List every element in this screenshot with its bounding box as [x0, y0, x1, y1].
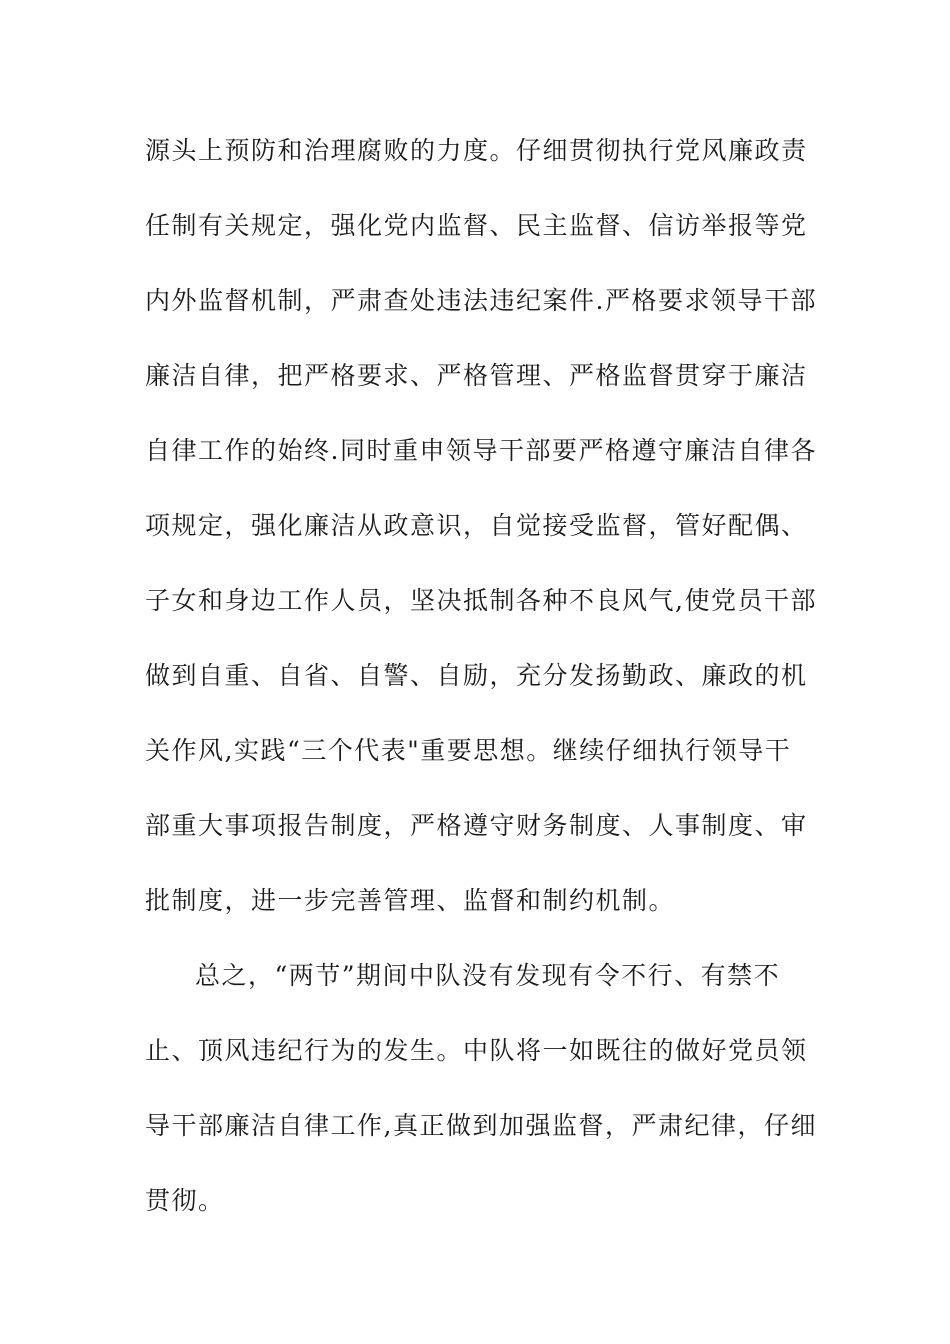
- body-text: [145, 126, 817, 1251]
- text-line-6: 项规定，强化廉洁从政意识，自觉接受监督，管好配偶、: [145, 511, 808, 540]
- text-line-10: 部重大事项报告制度，严格遵守财务制度、人事制度、审: [145, 811, 808, 840]
- text-line-12: 总之，“两节”期间中队没有发现有令不行、有禁不: [195, 961, 781, 990]
- text-line-5: 自律工作的始终.同时重申领导干部要严格遵守廉洁自律各: [145, 436, 817, 465]
- text-line-15: 贯彻。: [145, 1186, 225, 1215]
- text-line-3: 内外监督机制，严肃查处违法违纪案件.严格要求领导干部: [145, 286, 817, 315]
- text-line-2: 任制有关规定，强化党内监督、民主监督、信访举报等党: [145, 211, 808, 240]
- text-line-14: 导干部廉洁自律工作,真正做到加强监督，严肃纪律，仔细: [145, 1111, 817, 1140]
- text-line-11: 批制度，进一步完善管理、监督和制约机制。: [145, 886, 676, 915]
- text-line-8: 做到自重、自省、自警、自励，充分发扬勤政、廉政的机: [145, 661, 808, 690]
- text-line-4: 廉洁自律，把严格要求、严格管理、严格监督贯穿于廉洁: [145, 361, 808, 390]
- text-line-7: 子女和身边工作人员，坚决抵制各种不良风气,使党员干部: [145, 586, 817, 615]
- text-line-13: 止、顶风违纪行为的发生。中队将一如既往的做好党员领: [145, 1036, 808, 1065]
- text-line-1: 源头上预防和治理腐败的力度。仔细贯彻执行党风廉政责: [145, 136, 808, 165]
- text-line-9: 关作风,实践“三个代表"重要思想。继续仔细执行领导干: [145, 736, 792, 765]
